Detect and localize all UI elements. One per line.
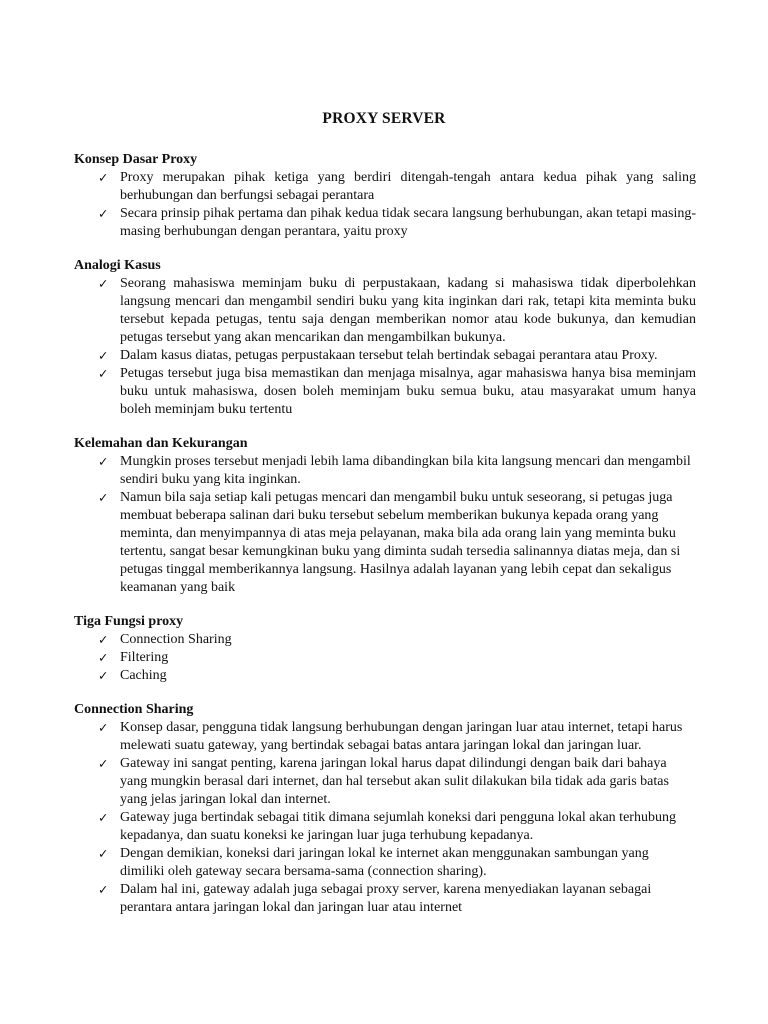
list-item-text: Dalam kasus diatas, petugas perpustakaan tersebut telah bertindak sebagai perantara atau Proxy. (120, 348, 658, 363)
section-heading: Konsep Dasar Proxy (74, 152, 198, 167)
list-item-text: Gateway ini sangat penting, karena jaringan lokal harus dapat dilindungi dengan baik dari bahaya yang mungkin berasal dari internet, dan hal tersebut akan sulit dilakukan bila tidak ada garis batas yang jelas jaringan lokal dan internet. (120, 756, 669, 807)
list-item-text: Konsep dasar, pengguna tidak langsung berhubungan dengan jaringan luar atau internet, tetapi harus melewati suatu gateway, yang bertindak sebagai batas antara jaringan lokal dan jaringan luar. (120, 720, 683, 753)
section-kelemahan-dan-kekurangan (74, 435, 696, 597)
bullet-list (74, 631, 696, 685)
checkmark-icon: ✓ (98, 650, 109, 665)
list-item (74, 809, 696, 845)
bullet-list (74, 275, 696, 419)
list-item (74, 649, 696, 667)
checkmark-icon: ✓ (98, 668, 109, 683)
checkmark-icon: ✓ (98, 170, 109, 185)
list-item (74, 755, 696, 809)
checkmark-icon: ✓ (98, 490, 109, 505)
list-item (74, 667, 696, 685)
list-item-text: Filtering (120, 650, 169, 665)
list-item (74, 365, 696, 419)
checkmark-icon: ✓ (98, 206, 109, 221)
bullet-list (74, 719, 696, 917)
list-item (74, 453, 696, 489)
checkmark-icon: ✓ (98, 366, 109, 381)
bullet-list (74, 453, 696, 597)
list-item (74, 489, 696, 597)
section-konsep-dasar-proxy (74, 151, 696, 241)
list-item-text: Seorang mahasiswa meminjam buku di perpustakaan, kadang si mahasiswa tidak diperbolehkan langsung mencari dan mengambil sendiri buku yang kita inginkan dari rak, tetapi kita meminta buku tersebut kepada petugas, tentu saja dengan memberikan nomor atau kode bukunya, dan kemudian petugas tersebut yang akan mencarikan dan mengambilkan bukunya. (120, 276, 696, 345)
section-connection-sharing (74, 701, 696, 917)
list-item (74, 845, 696, 881)
checkmark-icon: ✓ (98, 276, 109, 291)
checkmark-icon: ✓ (98, 348, 109, 363)
list-item (74, 631, 696, 649)
list-item (74, 169, 696, 205)
list-item (74, 205, 696, 241)
list-item-text: Caching (120, 668, 167, 683)
section-heading: Analogi Kasus (74, 258, 161, 273)
list-item (74, 881, 696, 917)
list-item (74, 719, 696, 755)
checkmark-icon: ✓ (98, 846, 109, 861)
checkmark-icon: ✓ (98, 720, 109, 735)
list-item-text: Proxy merupakan pihak ketiga yang berdiri ditengah-tengah antara kedua pihak yang saling berhubungan dan berfungsi sebagai perantara (120, 170, 696, 203)
list-item-text: Gateway juga bertindak sebagai titik dimana sejumlah koneksi dari pengguna lokal akan terhubung kepadanya, dan suatu koneksi ke jaringan luar juga terhubung kepadanya. (120, 810, 676, 843)
checkmark-icon: ✓ (98, 756, 109, 771)
checkmark-icon: ✓ (98, 882, 109, 897)
section-heading: Tiga Fungsi proxy (74, 614, 184, 629)
section-analogi-kasus (74, 257, 696, 419)
section-heading: Kelemahan dan Kekurangan (74, 436, 248, 451)
list-item-text: Mungkin proses tersebut menjadi lebih lama dibandingkan bila kita langsung mencari dan mengambil sendiri buku yang kita inginkan. (120, 454, 691, 487)
list-item (74, 275, 696, 347)
list-item-text: Connection Sharing (120, 632, 232, 647)
bullet-list (74, 169, 696, 241)
checkmark-icon: ✓ (98, 810, 109, 825)
checkmark-icon: ✓ (98, 632, 109, 647)
section-heading: Connection Sharing (74, 702, 194, 717)
list-item-text: Namun bila saja setiap kali petugas mencari dan mengambil buku untuk seseorang, si petugas juga membuat beberapa salinan dari buku tersebut sebelum memberikan bukunya kepada orang yang meminta, dan menyimpannya di atas meja pelayanan, maka bila ada orang lain yang meminta buku tertentu, sangat besar kemungkinan buku yang diminta sudah tersedia salinannya diatas meja, dan si petugas tinggal memberikannya langsung. Hasilnya adalah layanan yang lebih cepat dan sekaligus keamanan yang baik (120, 490, 681, 595)
list-item-text: Petugas tersebut juga bisa memastikan dan menjaga misalnya, agar mahasiswa hanya bisa meminjam buku untuk mahasiswa, dosen boleh meminjam buku semua buku, atau masyarakat umum hanya boleh meminjam buku tertentu (120, 366, 696, 417)
list-item-text: Dalam hal ini, gateway adalah juga sebagai proxy server, karena menyediakan layanan sebagai perantara antara jaringan lokal dan jaringan luar atau internet (120, 882, 652, 915)
page-title: PROXY SERVER (322, 110, 446, 127)
list-item (74, 347, 696, 365)
document-body (74, 151, 696, 933)
checkmark-icon: ✓ (98, 454, 109, 469)
section-tiga-fungsi-proxy (74, 613, 696, 685)
list-item-text: Dengan demikian, koneksi dari jaringan lokal ke internet akan menggunakan sambungan yang dimiliki oleh gateway secara bersama-sama (connection sharing). (120, 846, 649, 879)
list-item-text: Secara prinsip pihak pertama dan pihak kedua tidak secara langsung berhubungan, akan tetapi masing-masing berhubungan dengan perantara, yaitu proxy (120, 206, 696, 239)
